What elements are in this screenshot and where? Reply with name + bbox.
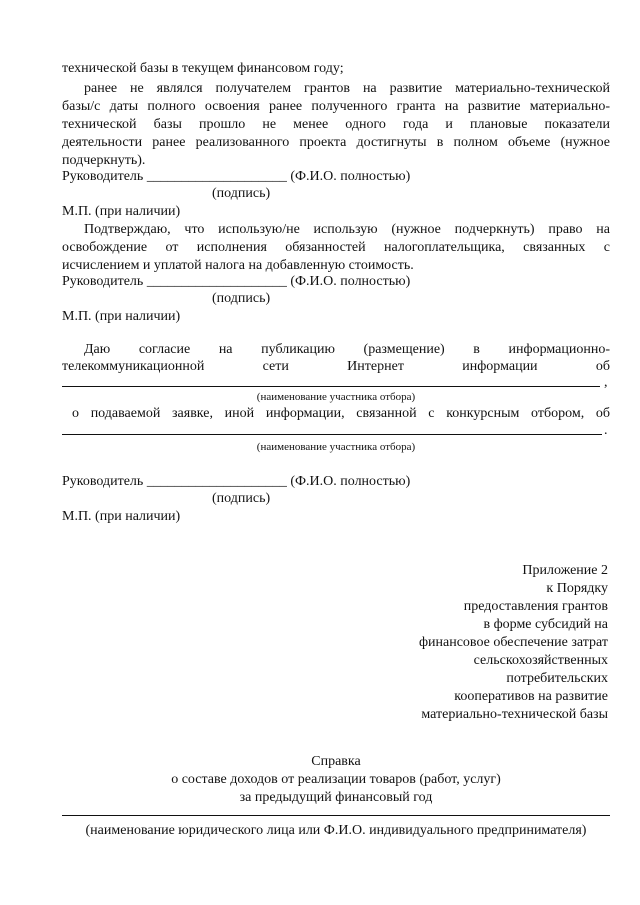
podpis-caption: (подпись) [212,186,271,201]
text-punct: . [604,423,608,438]
fio-caption: (Ф.И.О. полностью) [290,474,411,489]
text-line: Подтверждаю, что использую/не использую (нужное подчеркнуть) право на [84,222,610,237]
field-caption: (наименование участника отбора) [256,391,416,403]
document-title: Справка [311,754,361,769]
appendix-line: в форме субсидий на [483,617,608,632]
signature-blank: ____________________ [146,474,287,489]
appendix-line: сельскохозяйственных [473,653,608,668]
signature-label: Руководитель [62,169,144,184]
mp-caption: М.П. (при наличии) [62,204,181,219]
appendix-line: кооперативов на развитие [454,689,608,704]
podpis-caption: (подпись) [212,291,271,306]
text-line: ранее не являлся получателем грантов на развитие материально-технической [84,81,610,96]
signature-block [62,168,410,186]
appendix-line: Приложение 2 [522,563,608,578]
mp-caption: М.П. (при наличии) [62,509,181,524]
appendix-line: предоставления грантов [463,599,608,614]
text-line: исчислением и уплатой налога на добавленную стоимость. [62,258,414,273]
fio-caption: (Ф.И.О. полностью) [290,169,411,184]
text-line: подчеркнуть). [62,153,146,168]
text-line: базы/с даты полного освоения ранее полученного гранта на развитие материально- [62,99,610,114]
fill-in-line [62,386,600,387]
field-caption: (наименование участника отбора) [256,441,416,453]
text-line: технической базы прошло не менее одного года и плановые показатели [62,117,610,132]
fill-in-line [62,815,610,816]
field-caption: (наименование юридического лица или Ф.И.О. индивидуального предпринимателя) [85,823,587,838]
text-line: технической базы в текущем финансовом году; [62,61,344,76]
signature-label: Руководитель [62,474,144,489]
mp-caption: М.П. (при наличии) [62,309,181,324]
text-line: телекоммуникационной сети Интернет информации об [62,359,610,374]
text-line: освобождение от исполнения обязанностей налогоплательщика, связанных с [62,240,610,255]
text-line: Даю согласие на публикацию (размещение) в информационно- [84,342,610,357]
text-line: деятельности ранее реализованного проекта достигнуты в полном объеме (нужное [62,135,610,150]
text-punct: , [604,375,608,390]
signature-block [62,473,410,491]
signature-label: Руководитель [62,274,144,289]
appendix-line: материально-технической базы [421,707,608,722]
text-line: о подаваемой заявке, иной информации, связанной с конкурсным отбором, об [72,406,610,421]
signature-block [62,273,410,291]
appendix-line: потребительских [506,671,608,686]
appendix-line: к Порядку [546,581,608,596]
podpis-caption: (подпись) [212,491,271,506]
fill-in-line [62,434,602,435]
document-subtitle: за предыдущий финансовый год [239,790,433,805]
signature-blank: ____________________ [146,274,287,289]
document-subtitle: о составе доходов от реализации товаров (работ, услуг) [171,772,501,787]
appendix-line: финансовое обеспечение затрат [418,635,608,650]
fio-caption: (Ф.И.О. полностью) [290,274,411,289]
signature-blank: ____________________ [146,169,287,184]
